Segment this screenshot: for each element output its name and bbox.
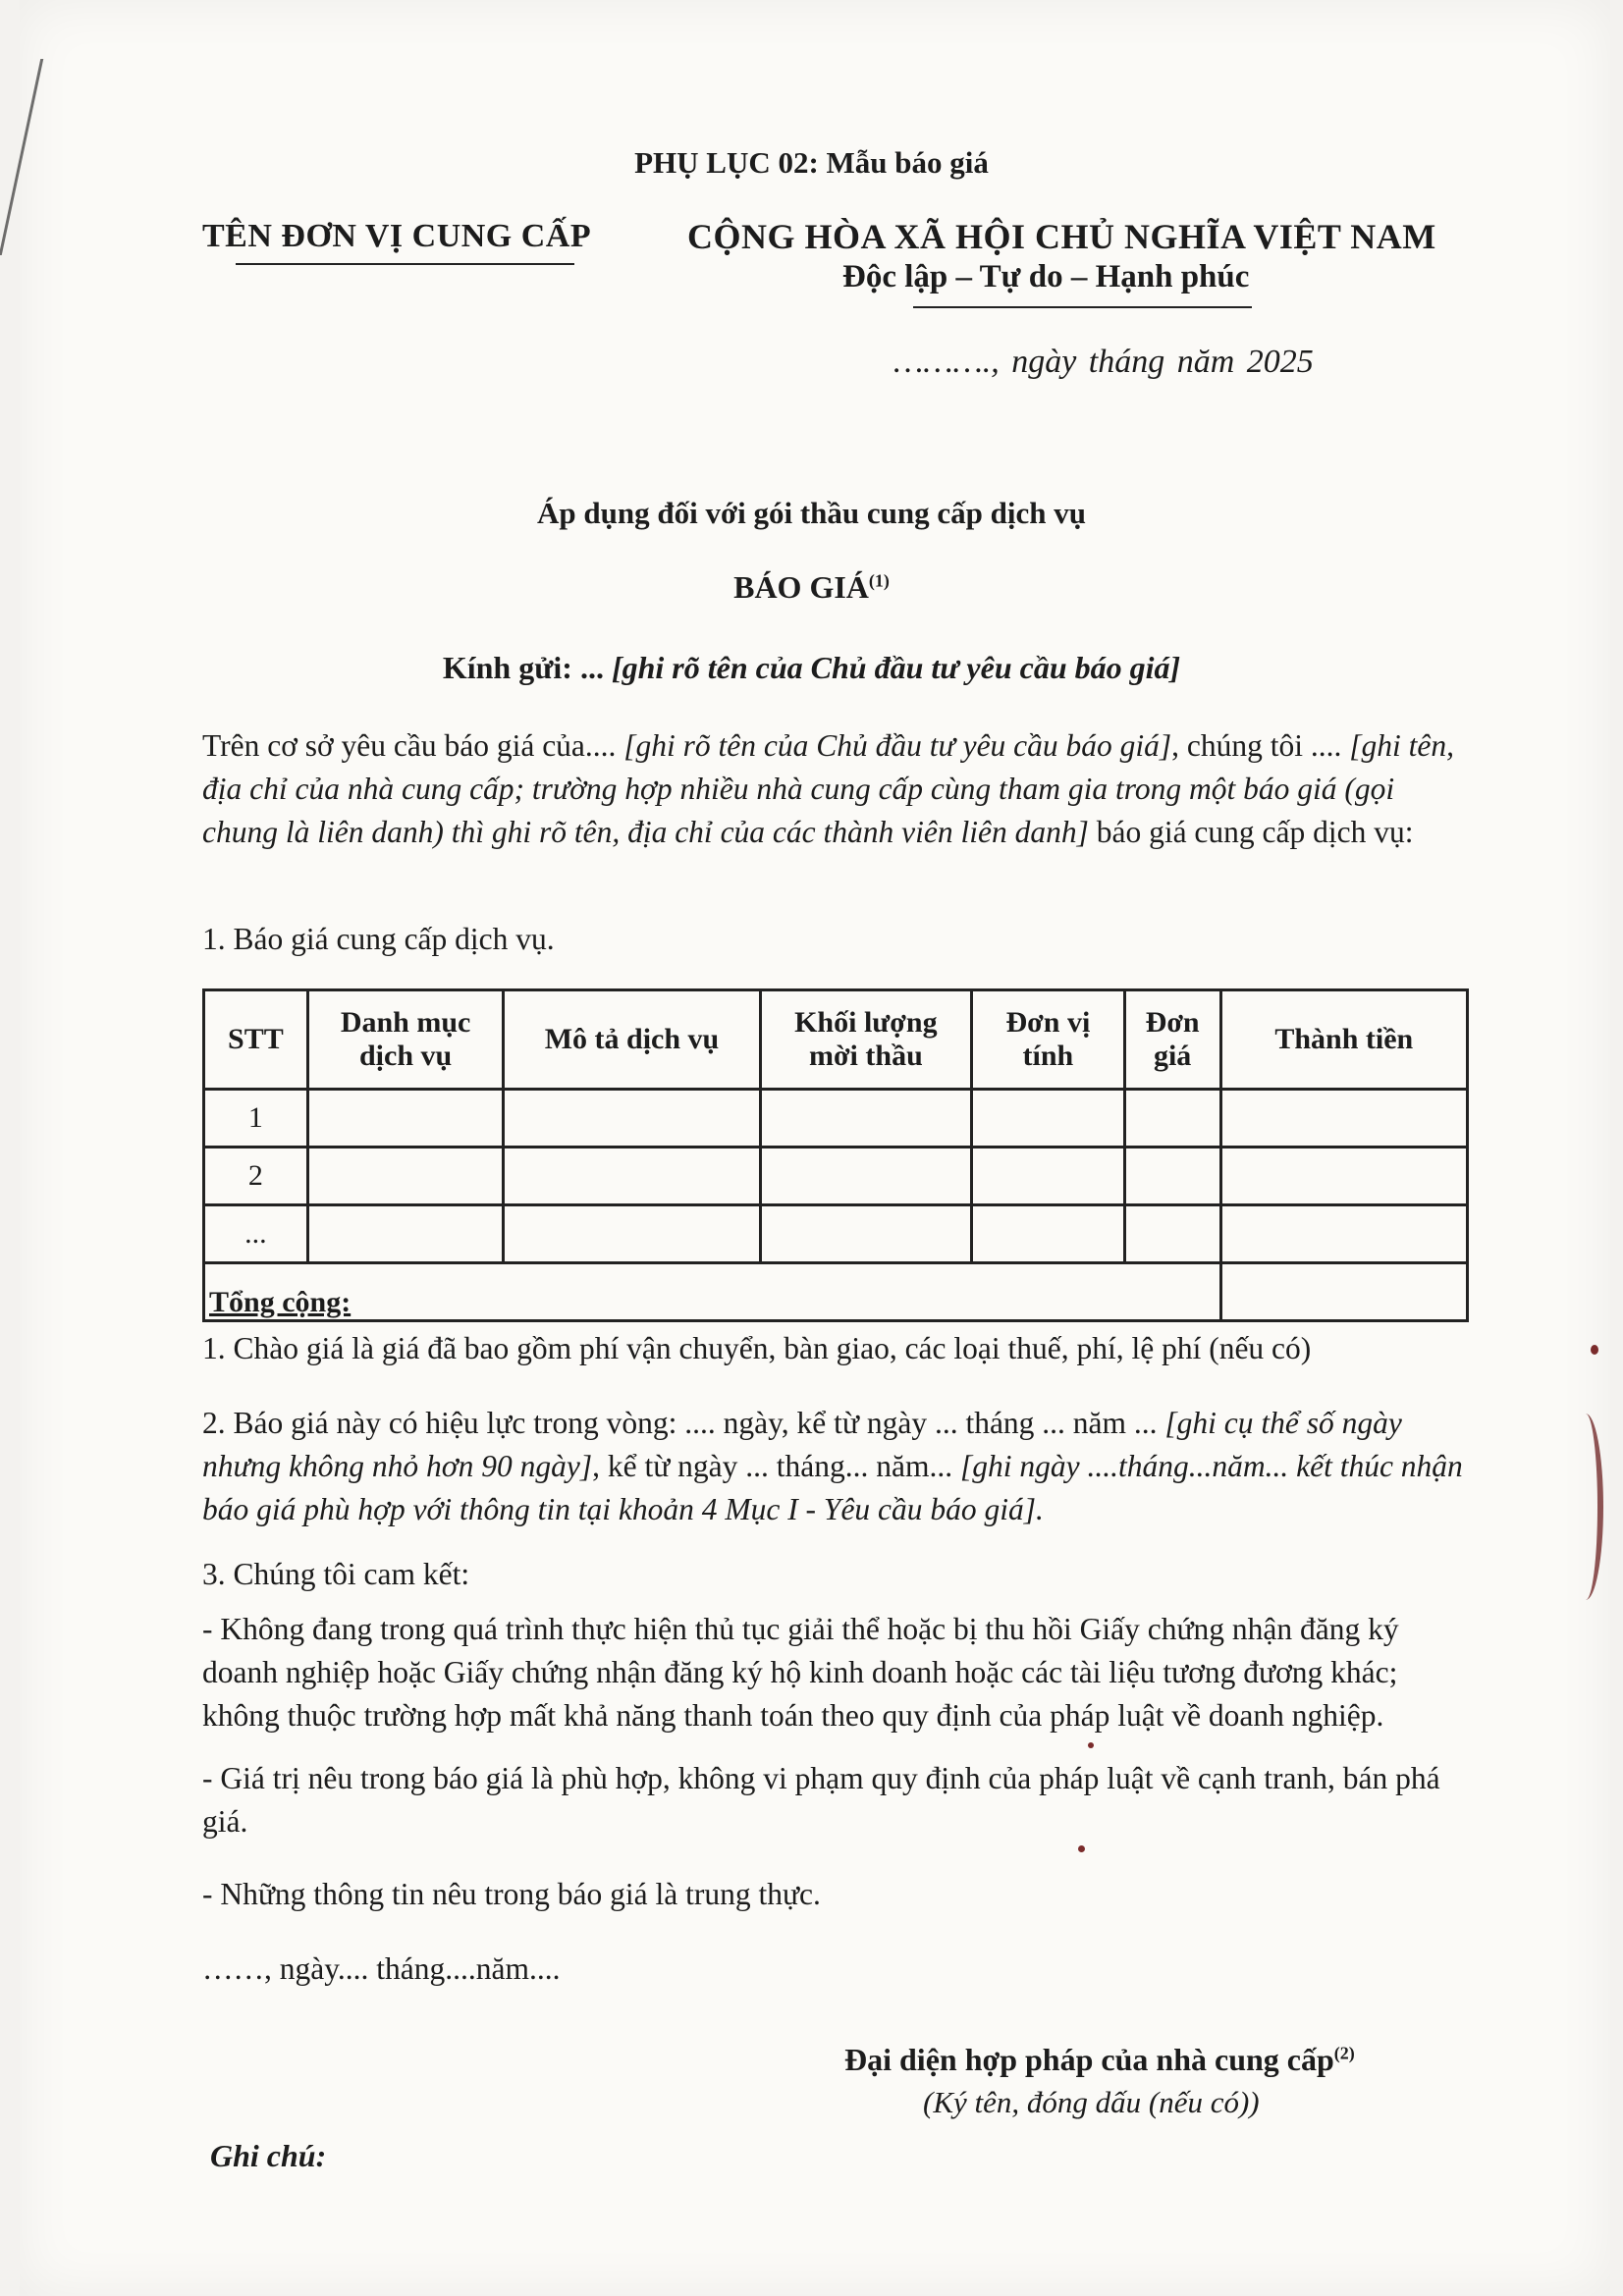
signature-instruction: (Ký tên, đóng dấu (nếu có))	[923, 2085, 1260, 2119]
header-price	[1124, 990, 1220, 1090]
table-cell	[504, 1148, 760, 1205]
table-cell	[972, 1148, 1125, 1205]
table-cell	[504, 1205, 760, 1263]
intro-part3: , chúng tôi ....	[1171, 728, 1350, 763]
header-volume-l1: Khối lượng	[794, 1006, 938, 1039]
table-cell	[760, 1205, 971, 1263]
header-unit	[972, 990, 1125, 1090]
header-price-l1: Đơn	[1145, 1006, 1200, 1039]
table-cell	[504, 1090, 760, 1148]
table-cell	[760, 1090, 971, 1148]
table-row	[204, 1148, 1468, 1205]
table-cell	[1124, 1148, 1220, 1205]
row-stt: ...	[204, 1205, 308, 1263]
note-2-b: [ghi cụ thể số ngày nhưng không nhỏ hơn 90 ngày]	[202, 1406, 1402, 1483]
table-cell	[1220, 1090, 1467, 1148]
intro-part4: [ghi tên, địa chỉ của nhà cung cấp; trường hợp nhiều nhà cung cấp cùng tham gia trong một báo giá (gọi chung là liên danh) thì ghi rõ tên, địa chỉ của các thành viên liên danh]	[202, 728, 1455, 849]
table-header-row	[204, 990, 1468, 1090]
header-unit-l1: Đơn vị	[1005, 1006, 1091, 1039]
note-2-d: [ghi ngày ....tháng...năm... kết thúc nhận báo giá phù hợp với thông tin tại khoản 4 Mục I - Yêu cầu báo giá].	[202, 1449, 1463, 1526]
footnote-label: Ghi chú:	[210, 2138, 327, 2173]
place-date-line: ……, ngày.... tháng....năm....	[202, 1951, 561, 1986]
national-motto: Độc lập – Tự do – Hạnh phúc	[842, 259, 1250, 294]
note-2	[202, 1402, 1469, 1531]
table-cell	[307, 1090, 504, 1148]
note-1: 1. Chào giá là giá đã bao gồm phí vận chuyển, bàn giao, các loại thuế, phí, lệ phí (nếu có)	[202, 1331, 1312, 1365]
apply-note: Áp dụng đối với gói thầu cung cấp dịch vụ	[537, 496, 1086, 530]
section1-title: 1. Báo giá cung cấp dịch vụ.	[202, 922, 555, 956]
table-cell	[760, 1148, 971, 1205]
commitment-2: - Giá trị nêu trong báo giá là phù hợp, không vi phạm quy định của pháp luật về cạnh tranh, bán phá giá.	[202, 1761, 1440, 1839]
note-2-a: 2. Báo giá này có hiệu lực trong vòng: .... ngày, kể từ ngày ... tháng ... năm ...	[202, 1406, 1165, 1440]
table-cell	[1220, 1205, 1467, 1263]
table-row	[204, 1090, 1468, 1148]
header-amount: Thành tiền	[1220, 990, 1467, 1090]
note-3: 3. Chúng tôi cam kết:	[202, 1557, 470, 1591]
header-volume	[760, 990, 971, 1090]
quote-title	[0, 569, 1623, 606]
supplier-name-underline	[236, 263, 574, 265]
red-stamp-edge	[1568, 1414, 1603, 1600]
intro-part5: báo giá cung cấp dịch vụ:	[1088, 815, 1414, 849]
supplier-name-heading: TÊN ĐƠN VỊ CUNG CẤP	[202, 218, 592, 254]
representative-title-text: Đại diện hợp pháp của nhà cung cấp	[844, 2042, 1334, 2077]
national-title: CỘNG HÒA XÃ HỘI CHỦ NGHĨA VIỆT NAM	[687, 217, 1436, 256]
header-category-l2: dịch vụ	[358, 1040, 453, 1072]
quote-title-footnote: (1)	[868, 570, 890, 591]
table-cell	[1124, 1205, 1220, 1263]
ink-speck	[1591, 1345, 1598, 1355]
recipient-line	[0, 650, 1623, 686]
table-cell	[307, 1148, 504, 1205]
quote-title-text: BÁO GIÁ	[733, 569, 869, 605]
note-2-c: , kể từ ngày ... tháng... năm...	[592, 1449, 960, 1483]
table-cell	[1124, 1090, 1220, 1148]
representative-title	[844, 2042, 1355, 2078]
price-table	[202, 988, 1469, 1322]
header-unit-l2: tính	[1022, 1040, 1074, 1072]
header-volume-l2: mời thầu	[808, 1040, 923, 1072]
intro-paragraph	[202, 724, 1469, 854]
table-row	[204, 1205, 1468, 1263]
date-line: ………., ngày tháng năm 2025	[893, 344, 1314, 380]
ink-speck	[1078, 1845, 1085, 1852]
header-category-l1: Danh mục	[340, 1006, 471, 1039]
header-description: Mô tả dịch vụ	[504, 990, 760, 1090]
recipient-placeholder: [ghi rõ tên của Chủ đầu tư yêu cầu báo giá]	[611, 650, 1181, 685]
ink-speck	[1088, 1742, 1094, 1748]
commitment-1: - Không đang trong quá trình thực hiện thủ tục giải thể hoặc bị thu hồi Giấy chứng nhận đăng ký doanh nghiệp hoặc Giấy chứng nhận đăng ký hộ kinh doanh hoặc các tài liệu tương đương khác; không thuộc trường hợp mất khả năng thanh toán theo quy định của pháp luật về doanh nghiệp.	[202, 1612, 1399, 1733]
row-stt: 2	[204, 1148, 308, 1205]
table-cell	[972, 1090, 1125, 1148]
header-category	[307, 990, 504, 1090]
commitment-3: - Những thông tin nêu trong báo giá là trung thực.	[202, 1877, 821, 1911]
intro-part2: [ghi rõ tên của Chủ đầu tư yêu cầu báo giá]	[623, 728, 1172, 763]
representative-footnote: (2)	[1333, 2043, 1355, 2063]
table-cell	[307, 1205, 504, 1263]
table-cell	[972, 1205, 1125, 1263]
motto-underline	[913, 306, 1252, 308]
table-total-row	[204, 1263, 1468, 1321]
total-amount-cell	[1220, 1263, 1467, 1321]
header-stt: STT	[204, 990, 308, 1090]
header-price-l2: giá	[1153, 1040, 1192, 1072]
row-stt: 1	[204, 1090, 308, 1148]
intro-part1: Trên cơ sở yêu cầu báo giá của....	[202, 728, 624, 763]
recipient-prefix: Kính gửi: ...	[442, 650, 612, 685]
table-cell	[1220, 1148, 1467, 1205]
appendix-title: PHỤ LỤC 02: Mẫu báo giá	[634, 145, 989, 180]
total-label: Tổng cộng:	[204, 1263, 1221, 1321]
